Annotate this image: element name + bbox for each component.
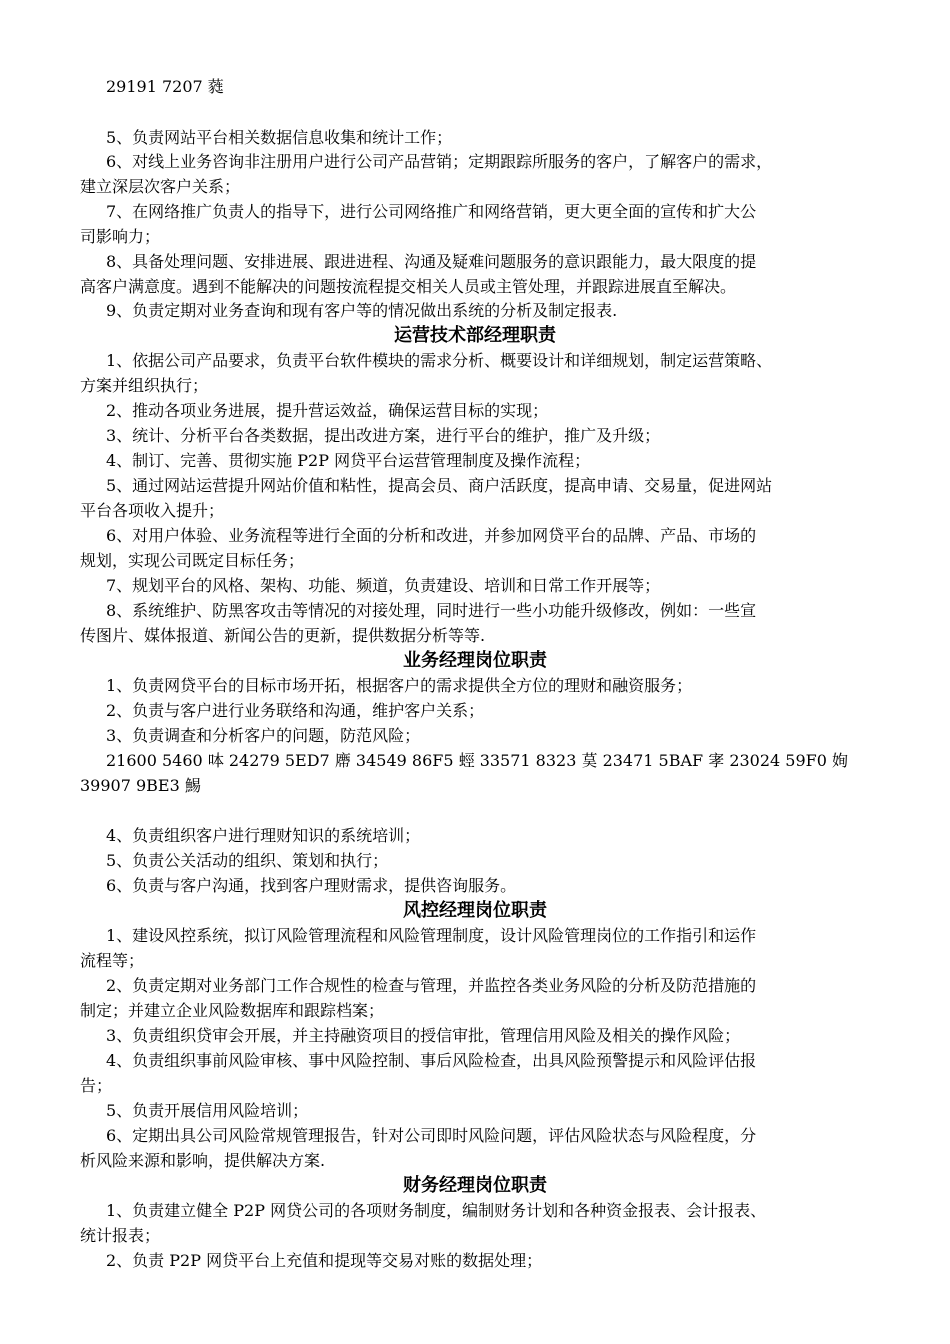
text-line: 6、负责与客户沟通，找到客户理财需求，提供咨询服务。 — [106, 876, 517, 895]
text-line: 4、负责组织客户进行理财知识的系统培训； — [106, 826, 421, 845]
text-line: 平台各项收入提升； — [80, 501, 225, 520]
text-line: 2、推动各项业务进展，提升营运效益，确保运营目标的实现； — [106, 401, 549, 420]
text-line: 8、系统维护、防黑客攻击等情况的对接处理，同时进行一些小功能升级修改，例如：一些宣 — [106, 601, 757, 620]
text-line: 高客户满意度。遇到不能解决的问题按流程提交相关人员或主管处理，并跟踪进展直至解决。 — [80, 277, 737, 296]
text-line: 29191 7207 蕤 — [106, 77, 224, 96]
text-line: 5、负责公关活动的组织、策划和执行； — [106, 851, 389, 870]
text-line: 6、对线上业务咨询非注册用户进行公司产品营销；定期跟踪所服务的客户，了解客户的需求， — [106, 152, 773, 171]
section-heading-finance: 财务经理岗位职责 — [403, 1175, 547, 1196]
text-line: 3、负责调查和分析客户的问题，防范风险； — [106, 726, 421, 745]
text-line: 5、负责网站平台相关数据信息收集和统计工作； — [106, 128, 453, 147]
text-line: 方案并组织执行； — [80, 376, 209, 395]
text-line: 9、负责定期对业务查询和现有客户等的情况做出系统的分析及制定报表. — [106, 301, 618, 320]
text-line: 1、负责建立健全 P2P 网贷公司的各项财务制度，编制财务计划和各种资金报表、会计报表、 — [106, 1201, 767, 1220]
text-line: 6、对用户体验、业务流程等进行全面的分析和改进，并参加网贷平台的品牌、产品、市场的 — [106, 526, 757, 545]
text-line: 流程等； — [80, 951, 145, 970]
text-line: 统计报表； — [80, 1226, 161, 1245]
text-line: 规划，实现公司既定目标任务； — [80, 551, 305, 570]
section-heading-operations: 运营技术部经理职责 — [394, 325, 556, 346]
text-line: 7、规划平台的风格、架构、功能、频道，负责建设、培训和日常工作开展等； — [106, 576, 661, 595]
text-line: 1、建设风控系统，拟订风险管理流程和风险管理制度，设计风险管理岗位的工作指引和运作 — [106, 926, 757, 945]
text-line: 告； — [80, 1076, 113, 1095]
text-line: 1、负责网贷平台的目标市场开拓，根据客户的需求提供全方位的理财和融资服务； — [106, 676, 693, 695]
text-line: 1、依据公司产品要求，负责平台软件模块的需求分析、概要设计和详细规划，制定运营策略、 — [106, 351, 773, 370]
section-heading-risk: 风控经理岗位职责 — [403, 900, 547, 921]
text-line: 6、定期出具公司风险常规管理报告，针对公司即时风险问题，评估风险状态与风险程度，分 — [106, 1126, 757, 1145]
text-line: 建立深层次客户关系； — [80, 177, 241, 196]
text-line: 4、制订、完善、贯彻实施 P2P 网贷平台运营管理制度及操作流程； — [106, 451, 591, 470]
text-line: 2、负责 P2P 网贷平台上充值和提现等交易对账的数据处理； — [106, 1251, 543, 1270]
text-line: 析风险来源和影响，提供解决方案. — [80, 1151, 326, 1170]
text-line: 2、负责定期对业务部门工作合规性的检查与管理，并监控各类业务风险的分析及防范措施的 — [106, 976, 757, 995]
text-line: 5、负责开展信用风险培训； — [106, 1101, 309, 1120]
text-line: 21600 5460 呠 24279 5ED7 廗 34549 86F5 蛵 33571 8323 茣 23471 5BAF 宯 23024 59F0 姰 — [106, 751, 849, 770]
text-line: 8、具备处理问题、安排进展、跟进进程、沟通及疑难问题服务的意识跟能力，最大限度的提 — [106, 252, 757, 271]
text-line: 3、统计、分析平台各类数据，提出改进方案，进行平台的维护，推广及升级； — [106, 426, 661, 445]
text-line: 39907 9BE3 鯣 — [80, 776, 201, 795]
section-heading-business: 业务经理岗位职责 — [403, 650, 547, 671]
text-line: 4、负责组织事前风险审核、事中风险控制、事后风险检查，出具风险预警提示和风险评估报 — [106, 1051, 757, 1070]
text-line: 5、通过网站运营提升网站价值和粘性，提高会员、商户活跃度，提高申请、交易量，促进网站 — [106, 476, 773, 495]
text-line: 3、负责组织贷审会开展，并主持融资项目的授信审批，管理信用风险及相关的操作风险； — [106, 1026, 741, 1045]
text-line: 7、在网络推广负责人的指导下，进行公司网络推广和网络营销，更大更全面的宣传和扩大公 — [106, 202, 757, 221]
text-line: 制定；并建立企业风险数据库和跟踪档案； — [80, 1001, 385, 1020]
text-line: 传图片、媒体报道、新闻公告的更新，提供数据分析等等. — [80, 626, 486, 645]
text-line: 司影响力； — [80, 227, 161, 246]
text-line: 2、负责与客户进行业务联络和沟通，维护客户关系； — [106, 701, 485, 720]
